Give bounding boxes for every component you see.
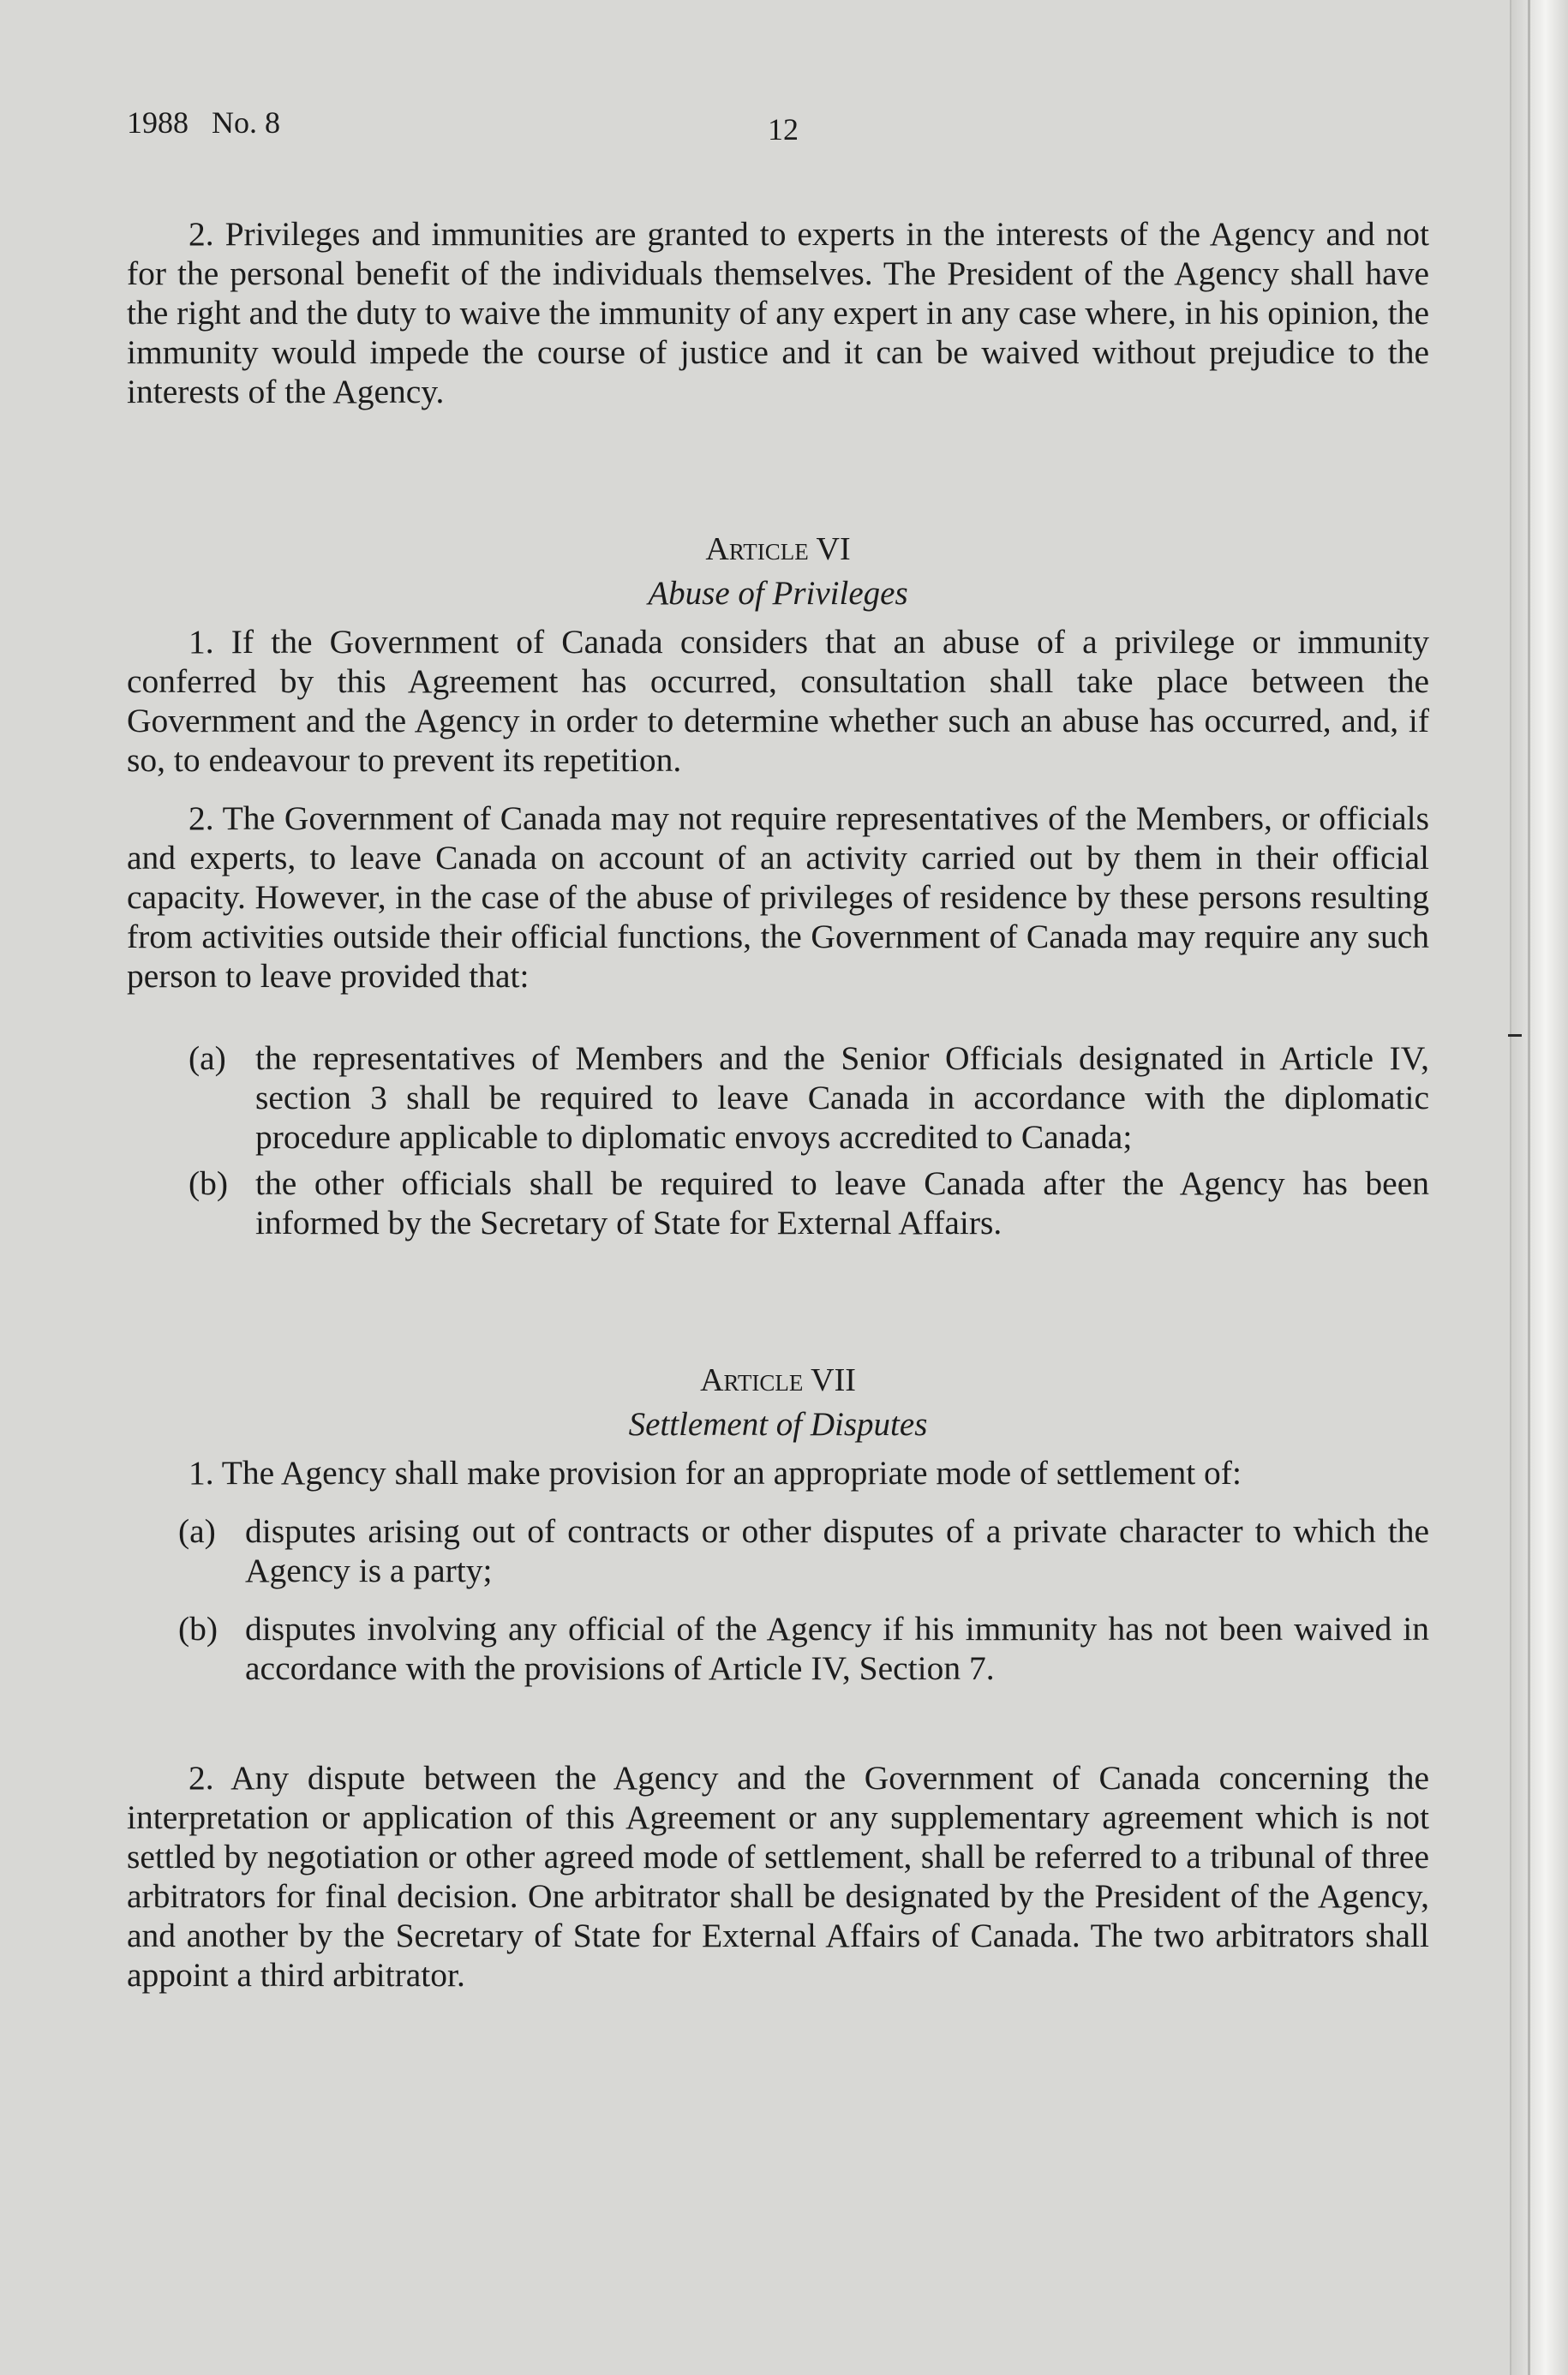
document-body bbox=[127, 214, 1429, 1995]
article-vii-heading: Article VII bbox=[700, 1362, 856, 1398]
article-vi-heading: Article VI bbox=[705, 531, 851, 567]
gutter-shadow bbox=[1528, 0, 1530, 2375]
article-vii-item-b bbox=[127, 1609, 1429, 1688]
header-year-number: 1988 No. 8 bbox=[127, 105, 280, 140]
article-vii-item-a bbox=[127, 1511, 1429, 1590]
margin-mark bbox=[1508, 1034, 1522, 1037]
article-vi-subheading: Abuse of Privileges bbox=[648, 575, 908, 612]
item-label: (b) bbox=[189, 1164, 229, 1202]
privileges-paragraph-2: 2. Privileges and immunities are granted to experts in the interests of the Agency and not for the personal benefit of the individuals themselves. The President of the Agency shall have the right and the duty to waive the immunity of any expert in any case where, in his opinion, the immunity would impede the course of justice and it can be waived without prejudice to the interests of the Agency. bbox=[127, 215, 1429, 410]
article-vi-item-a bbox=[127, 1038, 1429, 1157]
item-label: (a) bbox=[189, 1039, 226, 1077]
page-header bbox=[127, 105, 812, 156]
item-text: disputes arising out of contracts or other disputes of a private character to which the Agency is a party; bbox=[245, 1512, 1429, 1589]
item-label: (b) bbox=[178, 1610, 218, 1648]
item-label: (a) bbox=[178, 1512, 216, 1550]
article-vii-subheading: Settlement of Disputes bbox=[628, 1406, 928, 1443]
article-vi-paragraph-1: 1. If the Government of Canada considers that an abuse of a privilege or immunity conferred by this Agreement has occurred, consultation shall take place between the Government and the Agency in order to determine whether such an abuse has occurred, and, if so, to endeavour to prevent its repetition. bbox=[127, 623, 1429, 779]
article-vii-paragraph-1: 1. The Agency shall make provision for an appropriate mode of settlement of: bbox=[189, 1454, 1242, 1492]
article-vii-paragraph-2: 2. Any dispute between the Agency and the Government of Canada concerning the interpretation or application of this Agreement or any supplementary agreement which is not settled by negotiation or other agreed mode of settlement, shall be referred to a tribunal of three arbitrators for final decision. One arbitrator shall be designated by the President of the Agency, and another by the Secretary of State for External Affairs of Canada. The two arbitrators shall appoint a third arbitrator. bbox=[127, 1759, 1429, 1994]
article-vi-paragraph-2: 2. The Government of Canada may not require representatives of the Members, or officials and experts, to leave Canada on account of an activity carried out by them in their official capacity. However, in the case of the abuse of privileges of residence by these persons resulting from activities outside their official functions, the Government of Canada may require any such person to leave provided that: bbox=[127, 799, 1429, 995]
item-text: disputes involving any official of the Agency if his immunity has not been waived in accordance with the provisions of Article IV, Section 7. bbox=[245, 1610, 1429, 1687]
item-text: the representatives of Members and the Senior Officials designated in Article IV, section 3 shall be required to leave Canada in accordance with the diplomatic procedure applicable to diplomatic envoys accredited to Canada; bbox=[255, 1039, 1429, 1156]
item-text: the other officials shall be required to leave Canada after the Agency has been informed by the Secretary of State for External Affairs. bbox=[255, 1164, 1429, 1241]
page-number: 12 bbox=[768, 112, 799, 147]
article-vi-item-b bbox=[127, 1164, 1429, 1242]
page-gutter bbox=[1510, 0, 1568, 2375]
